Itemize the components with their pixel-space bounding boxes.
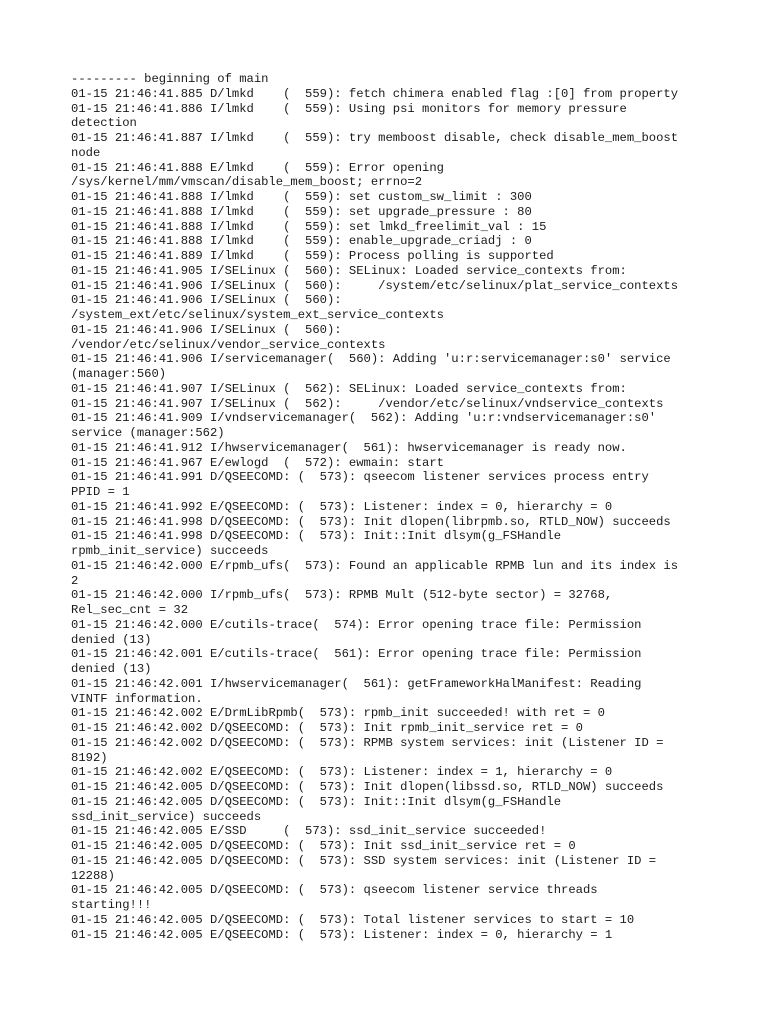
log-line: 01-15 21:46:42.000 E/cutils-trace( 574): Error opening trace file: Permission bbox=[71, 617, 642, 632]
log-line: 01-15 21:46:42.005 D/QSEECOMD: ( 573): qseecom listener service threads bbox=[71, 883, 598, 898]
log-line: 01-15 21:46:41.906 I/servicemanager( 560): Adding 'u:r:servicemanager:s0' service bbox=[71, 352, 671, 367]
log-line: 01-15 21:46:41.906 I/SELinux ( 560): bbox=[71, 322, 342, 337]
log-line: 01-15 21:46:42.005 D/QSEECOMD: ( 573): Total listener services to start = 10 bbox=[71, 912, 635, 927]
log-line: 01-15 21:46:42.001 E/cutils-trace( 561): Error opening trace file: Permission bbox=[71, 647, 642, 662]
log-line: /vendor/etc/selinux/vendor_service_contexts bbox=[71, 337, 386, 352]
log-line: /sys/kernel/mm/vmscan/disable_mem_boost; errno=2 bbox=[71, 175, 423, 190]
log-line: Rel_sec_cnt = 32 bbox=[71, 603, 189, 617]
log-line: 01-15 21:46:42.002 D/QSEECOMD: ( 573): Init rpmb_init_service ret = 0 bbox=[71, 721, 583, 735]
log-line: rpmb_init_service) succeeds bbox=[71, 544, 269, 558]
log-line: 01-15 21:46:42.000 E/rpmb_ufs( 573): Found an applicable RPMB lun and its index is bbox=[71, 558, 679, 573]
log-document bbox=[71, 72, 711, 942]
log-line: --------- beginning of main bbox=[71, 72, 269, 86]
log-line: 01-15 21:46:42.002 D/QSEECOMD: ( 573): RPMB system services: init (Listener ID = bbox=[71, 735, 664, 750]
log-line: detection bbox=[71, 116, 137, 131]
log-line: 8192) bbox=[71, 750, 108, 765]
log-line: 01-15 21:46:41.998 D/QSEECOMD: ( 573): Init::Init dlsym(g_FSHandle bbox=[71, 529, 562, 544]
log-line: 01-15 21:46:41.888 I/lmkd ( 559): enable_upgrade_criadj : 0 bbox=[71, 234, 532, 249]
log-line: 01-15 21:46:41.886 I/lmkd ( 559): Using psi monitors for memory pressure bbox=[71, 101, 627, 116]
log-line: 01-15 21:46:41.907 I/SELinux ( 562): SELinux: Loaded service_contexts from: bbox=[71, 381, 627, 396]
log-line: 01-15 21:46:41.887 I/lmkd ( 559): try memboost disable, check disable_mem_boost bbox=[71, 131, 679, 145]
log-line: /system_ext/etc/selinux/system_ext_service_contexts bbox=[71, 308, 444, 322]
log-line: service (manager:562) bbox=[71, 426, 225, 440]
log-line: 01-15 21:46:41.889 I/lmkd ( 559): Process polling is supported bbox=[71, 249, 554, 263]
log-line: 01-15 21:46:41.909 I/vndservicemanager( 562): Adding 'u:r:vndservicemanager:s0' bbox=[71, 411, 657, 426]
log-line: denied (13) bbox=[71, 632, 152, 647]
log-line: 01-15 21:46:41.888 I/lmkd ( 559): set upgrade_pressure : 80 bbox=[71, 204, 532, 219]
log-line: 01-15 21:46:41.907 I/SELinux ( 562): /vendor/etc/selinux/vndservice_contexts bbox=[71, 396, 664, 411]
log-line: 01-15 21:46:41.905 I/SELinux ( 560): SELinux: Loaded service_contexts from: bbox=[71, 263, 627, 278]
log-line: 01-15 21:46:42.005 E/QSEECOMD: ( 573): Listener: index = 0, hierarchy = 1 bbox=[71, 927, 613, 942]
log-line: 2 bbox=[71, 573, 79, 588]
log-line: 01-15 21:46:41.888 I/lmkd ( 559): set lmkd_freelimit_val : 15 bbox=[71, 219, 547, 234]
log-line: 01-15 21:46:41.912 I/hwservicemanager( 561): hwservicemanager is ready now. bbox=[71, 440, 627, 455]
log-line: 01-15 21:46:41.906 I/SELinux ( 560): /system/etc/selinux/plat_service_contexts bbox=[71, 278, 679, 293]
log-line: (manager:560) bbox=[71, 367, 167, 381]
log-line: PPID = 1 bbox=[71, 485, 130, 499]
log-line: node bbox=[71, 145, 101, 160]
log-line: 01-15 21:46:41.906 I/SELinux ( 560): bbox=[71, 293, 342, 308]
log-line: 01-15 21:46:41.967 E/ewlogd ( 572): ewmain: start bbox=[71, 455, 444, 470]
log-line: denied (13) bbox=[71, 662, 152, 676]
log-line: 01-15 21:46:42.000 I/rpmb_ufs( 573): RPMB Mult (512-byte sector) = 32768, bbox=[71, 588, 613, 603]
log-line: 01-15 21:46:41.885 D/lmkd ( 559): fetch chimera enabled flag :[0] from property bbox=[71, 86, 679, 101]
log-line: 12288) bbox=[71, 868, 115, 883]
log-line: 01-15 21:46:41.992 E/QSEECOMD: ( 573): Listener: index = 0, hierarchy = 0 bbox=[71, 499, 613, 514]
log-line: 01-15 21:46:41.998 D/QSEECOMD: ( 573): Init dlopen(librpmb.so, RTLD_NOW) succeeds bbox=[71, 514, 671, 529]
log-line: 01-15 21:46:42.002 E/QSEECOMD: ( 573): Listener: index = 1, hierarchy = 0 bbox=[71, 765, 613, 780]
log-line: 01-15 21:46:42.005 D/QSEECOMD: ( 573): Init::Init dlsym(g_FSHandle bbox=[71, 794, 562, 809]
log-line: 01-15 21:46:41.888 I/lmkd ( 559): set custom_sw_limit : 300 bbox=[71, 190, 532, 204]
log-line: 01-15 21:46:42.005 E/SSD ( 573): ssd_init_service succeeded! bbox=[71, 824, 547, 839]
log-line: 01-15 21:46:42.005 D/QSEECOMD: ( 573): Init dlopen(libssd.so, RTLD_NOW) succeeds bbox=[71, 780, 664, 794]
log-line: 01-15 21:46:42.005 D/QSEECOMD: ( 573): SSD system services: init (Listener ID = bbox=[71, 853, 657, 868]
log-line: VINTF information. bbox=[71, 691, 203, 706]
log-line: 01-15 21:46:42.002 E/DrmLibRpmb( 573): rpmb_init succeeded! with ret = 0 bbox=[71, 706, 605, 721]
log-line: ssd_init_service) succeeds bbox=[71, 809, 262, 824]
log-line: 01-15 21:46:42.005 D/QSEECOMD: ( 573): Init ssd_init_service ret = 0 bbox=[71, 839, 576, 853]
log-line: 01-15 21:46:41.991 D/QSEECOMD: ( 573): qseecom listener services process entry bbox=[71, 470, 649, 485]
log-line: 01-15 21:46:42.001 I/hwservicemanager( 561): getFrameworkHalManifest: Reading bbox=[71, 676, 642, 691]
log-line: 01-15 21:46:41.888 E/lmkd ( 559): Error opening bbox=[71, 160, 444, 175]
log-line: starting!!! bbox=[71, 898, 152, 912]
